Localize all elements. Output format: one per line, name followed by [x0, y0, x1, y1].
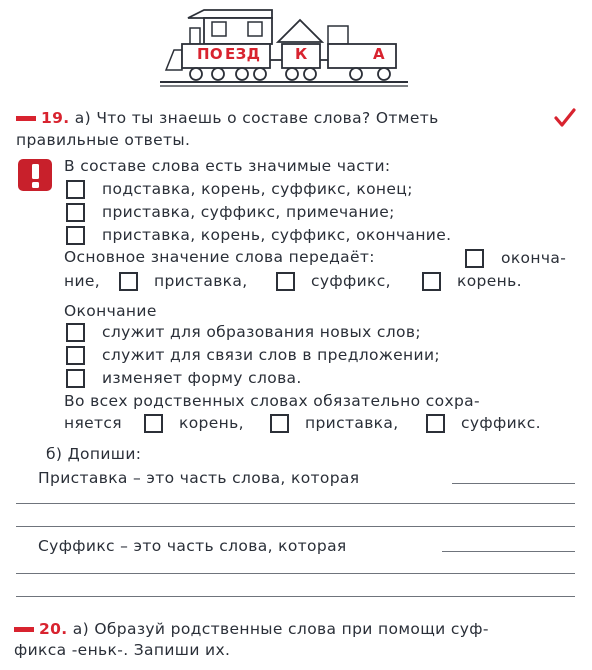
answer-line-prefix-3[interactable]: [16, 526, 575, 527]
task19-header: [16, 109, 439, 127]
task19-number: 19.: [41, 109, 70, 127]
root-label: корень.: [457, 272, 522, 290]
checkbox-kept-suffix[interactable]: [426, 414, 445, 433]
exclamation-icon: [17, 158, 53, 192]
checkbox-ending-option-3[interactable]: [66, 369, 85, 388]
answer-line-prefix-1[interactable]: [452, 483, 575, 484]
checkbox-root[interactable]: [422, 272, 441, 291]
answer-line-prefix-2[interactable]: [16, 503, 575, 504]
train-letters-4: А: [373, 45, 385, 63]
checkbox-option-1[interactable]: [66, 180, 85, 199]
task20-question: а) Образуй родственные слова при помощи суф-: [72, 620, 489, 638]
train-letters-1: ПО: [197, 45, 224, 63]
train-letters-3: К: [295, 45, 308, 63]
group1-heading: В составе слова есть значимые части:: [64, 157, 391, 175]
kept-prefix-label: приставка,: [305, 414, 399, 432]
checkbox-kept-root[interactable]: [144, 414, 163, 433]
ending-option-label-1: служит для образования новых слов;: [102, 323, 421, 341]
checkbox-ending[interactable]: [465, 249, 484, 268]
answer-line-suffix-2[interactable]: [16, 573, 575, 574]
checkbox-option-2[interactable]: [66, 203, 85, 222]
ending-label-cont: ние,: [64, 272, 101, 290]
checkbox-suffix[interactable]: [276, 272, 295, 291]
group4-text: Во всех родственных словах обязательно сохра-: [64, 392, 480, 410]
group3-heading: Окончание: [64, 302, 157, 320]
checkbox-kept-prefix[interactable]: [270, 414, 289, 433]
option-label-1: подставка, корень, суффикс, конец;: [102, 180, 413, 198]
part-b-label: б) Допиши:: [46, 445, 142, 463]
ending-option-label-3: изменяет форму слова.: [102, 369, 302, 387]
checkbox-prefix[interactable]: [119, 272, 138, 291]
prefix-label: приставка,: [154, 272, 248, 290]
task19-question-cont: правильные ответы.: [16, 131, 191, 149]
train-letters-2: ЕЗД: [225, 45, 261, 63]
suffix-label: суффикс,: [311, 272, 391, 290]
checkbox-option-3[interactable]: [66, 226, 85, 245]
task20-number: 20.: [39, 620, 68, 638]
kept-suffix-label: суффикс.: [461, 414, 541, 432]
suffix-definition-prompt: Суффикс – это часть слова, которая: [38, 537, 347, 555]
ending-option-label-2: служит для связи слов в предложении;: [102, 346, 440, 364]
task20-question-cont: фикса -еньк-. Запиши их.: [14, 641, 231, 659]
option-label-3: приставка, корень, суффикс, окончание.: [102, 226, 452, 244]
group2-text: Основное значение слова передаёт:: [64, 248, 375, 266]
task-marker: [16, 116, 36, 121]
answer-line-suffix-3[interactable]: [16, 596, 575, 597]
group4-text-cont: няется: [64, 414, 122, 432]
answer-line-suffix-1[interactable]: [442, 551, 575, 552]
prefix-definition-prompt: Приставка – это часть слова, которая: [38, 469, 360, 487]
option-label-2: приставка, суффикс, примечание;: [102, 203, 395, 221]
task-marker: [14, 627, 34, 632]
checkbox-ending-option-2[interactable]: [66, 346, 85, 365]
checkbox-ending-option-1[interactable]: [66, 323, 85, 342]
kept-root-label: корень,: [179, 414, 244, 432]
task19-question: а) Что ты знаешь о составе слова? Отметь: [74, 109, 439, 127]
ending-label: оконча-: [501, 249, 567, 267]
task20-header: [14, 620, 489, 638]
checkmark-icon: [554, 108, 576, 128]
